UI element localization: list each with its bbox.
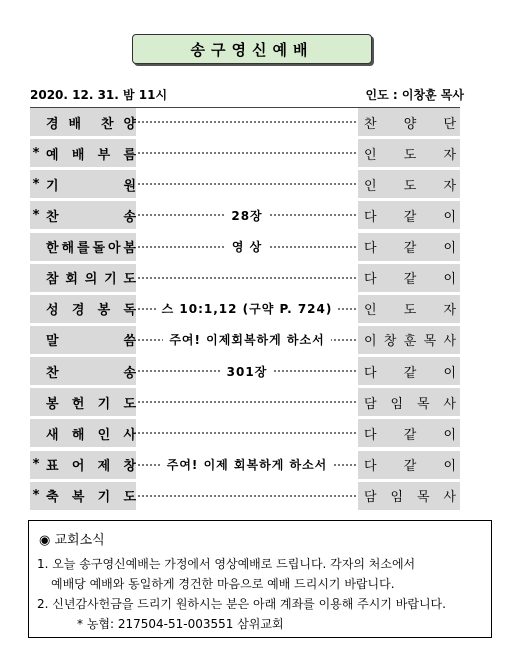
order-item-name: 참 회 의 기 도 — [46, 272, 136, 288]
order-item-name: 축 복 기 도 — [46, 490, 136, 506]
order-item-name: 새 해 인 사 — [46, 427, 136, 443]
order-of-service — [30, 107, 460, 508]
order-item-detail — [136, 108, 358, 136]
order-row — [30, 451, 460, 479]
service-leader: 인도 : 이창훈 목사 — [365, 88, 464, 102]
order-item-detail: 주여! 이제회복하게 하소서 — [136, 326, 358, 354]
order-row — [30, 357, 460, 385]
standing-marker: * — [32, 145, 40, 161]
order-item-leader: 인 도 자 — [364, 303, 456, 319]
order-item-detail — [136, 264, 358, 292]
order-row — [30, 388, 460, 416]
order-row — [30, 170, 460, 198]
order-item-name: 말 씀 — [46, 334, 136, 350]
order-item-name: 한 해 를 돌 아 봄 — [46, 241, 136, 257]
news-heading — [39, 529, 105, 548]
church-news-box — [28, 520, 492, 638]
order-item-detail: 28장 — [136, 201, 358, 229]
order-row — [30, 233, 460, 261]
order-item-leader: 찬 양 단 — [364, 116, 456, 132]
order-row — [30, 326, 460, 354]
order-item-detail — [136, 170, 358, 198]
standing-marker: * — [32, 176, 40, 192]
standing-marker: * — [32, 488, 40, 504]
order-item-leader: 인 도 자 — [364, 147, 456, 163]
order-row — [30, 108, 460, 136]
page-title — [132, 34, 372, 64]
order-item-leader: 담 임 목 사 — [364, 490, 456, 506]
order-item-leader: 다 같 이 — [364, 365, 456, 381]
news-line-4: * 농협: 217504-51-003551 삼위교회 — [77, 617, 284, 631]
order-item-leader: 다 같 이 — [364, 241, 456, 257]
order-item-leader: 다 같 이 — [364, 427, 456, 443]
order-item-name: 봉 헌 기 도 — [46, 396, 136, 412]
order-item-leader: 다 같 이 — [364, 459, 456, 475]
order-item-leader: 다 같 이 — [364, 272, 456, 288]
order-item-detail: 301장 — [136, 357, 358, 385]
order-row — [30, 139, 460, 167]
order-item-leader: 다 같 이 — [364, 209, 456, 225]
order-row — [30, 419, 460, 447]
order-item-name: 찬 송 — [46, 365, 136, 381]
order-row — [30, 295, 460, 323]
news-line-1: 1. 오늘 송구영신예배는 가정에서 영상예배로 드립니다. 각자의 처소에서 — [37, 557, 416, 571]
news-line-2: 예배당 예배와 동일하게 경건한 마음으로 예배 드리시기 바랍니다. — [51, 577, 395, 591]
order-item-detail: 영 상 — [136, 233, 358, 261]
order-item-detail: 스 10:1,12 (구약 P. 724) — [136, 295, 358, 323]
order-item-detail — [136, 419, 358, 447]
order-item-leader: 인 도 자 — [364, 178, 456, 194]
order-item-name: 표 어 제 창 — [46, 459, 136, 475]
order-item-detail: 주여! 이제 회복하게 하소서 — [136, 451, 358, 479]
order-row — [30, 264, 460, 292]
order-item-detail — [136, 482, 358, 510]
order-item-name: 경 배 찬 양 — [46, 116, 136, 132]
service-datetime: 2020. 12. 31. 밤 11시 — [30, 88, 168, 102]
order-item-leader: 담 임 목 사 — [364, 396, 456, 412]
order-item-name: 예 배 부 름 — [46, 147, 136, 163]
standing-marker: * — [32, 207, 40, 223]
title-text: 송구영신예배 — [190, 40, 314, 59]
order-row — [30, 482, 460, 510]
standing-marker: * — [32, 457, 40, 473]
news-line-3: 2. 신년감사헌금을 드리기 원하시는 분은 아래 계좌를 이용해 주시기 바랍니다. — [37, 597, 446, 611]
order-item-leader: 이 창 훈 목 사 — [364, 334, 456, 350]
order-row — [30, 201, 460, 229]
news-heading-text: 교회소식 — [54, 533, 105, 548]
order-item-name: 기 원 — [46, 178, 136, 194]
bullet-circle-icon: ◉ — [39, 533, 51, 548]
order-item-name: 성 경 봉 독 — [46, 303, 136, 319]
order-item-detail — [136, 139, 358, 167]
order-item-detail — [136, 388, 358, 416]
order-item-name: 찬 송 — [46, 209, 136, 225]
